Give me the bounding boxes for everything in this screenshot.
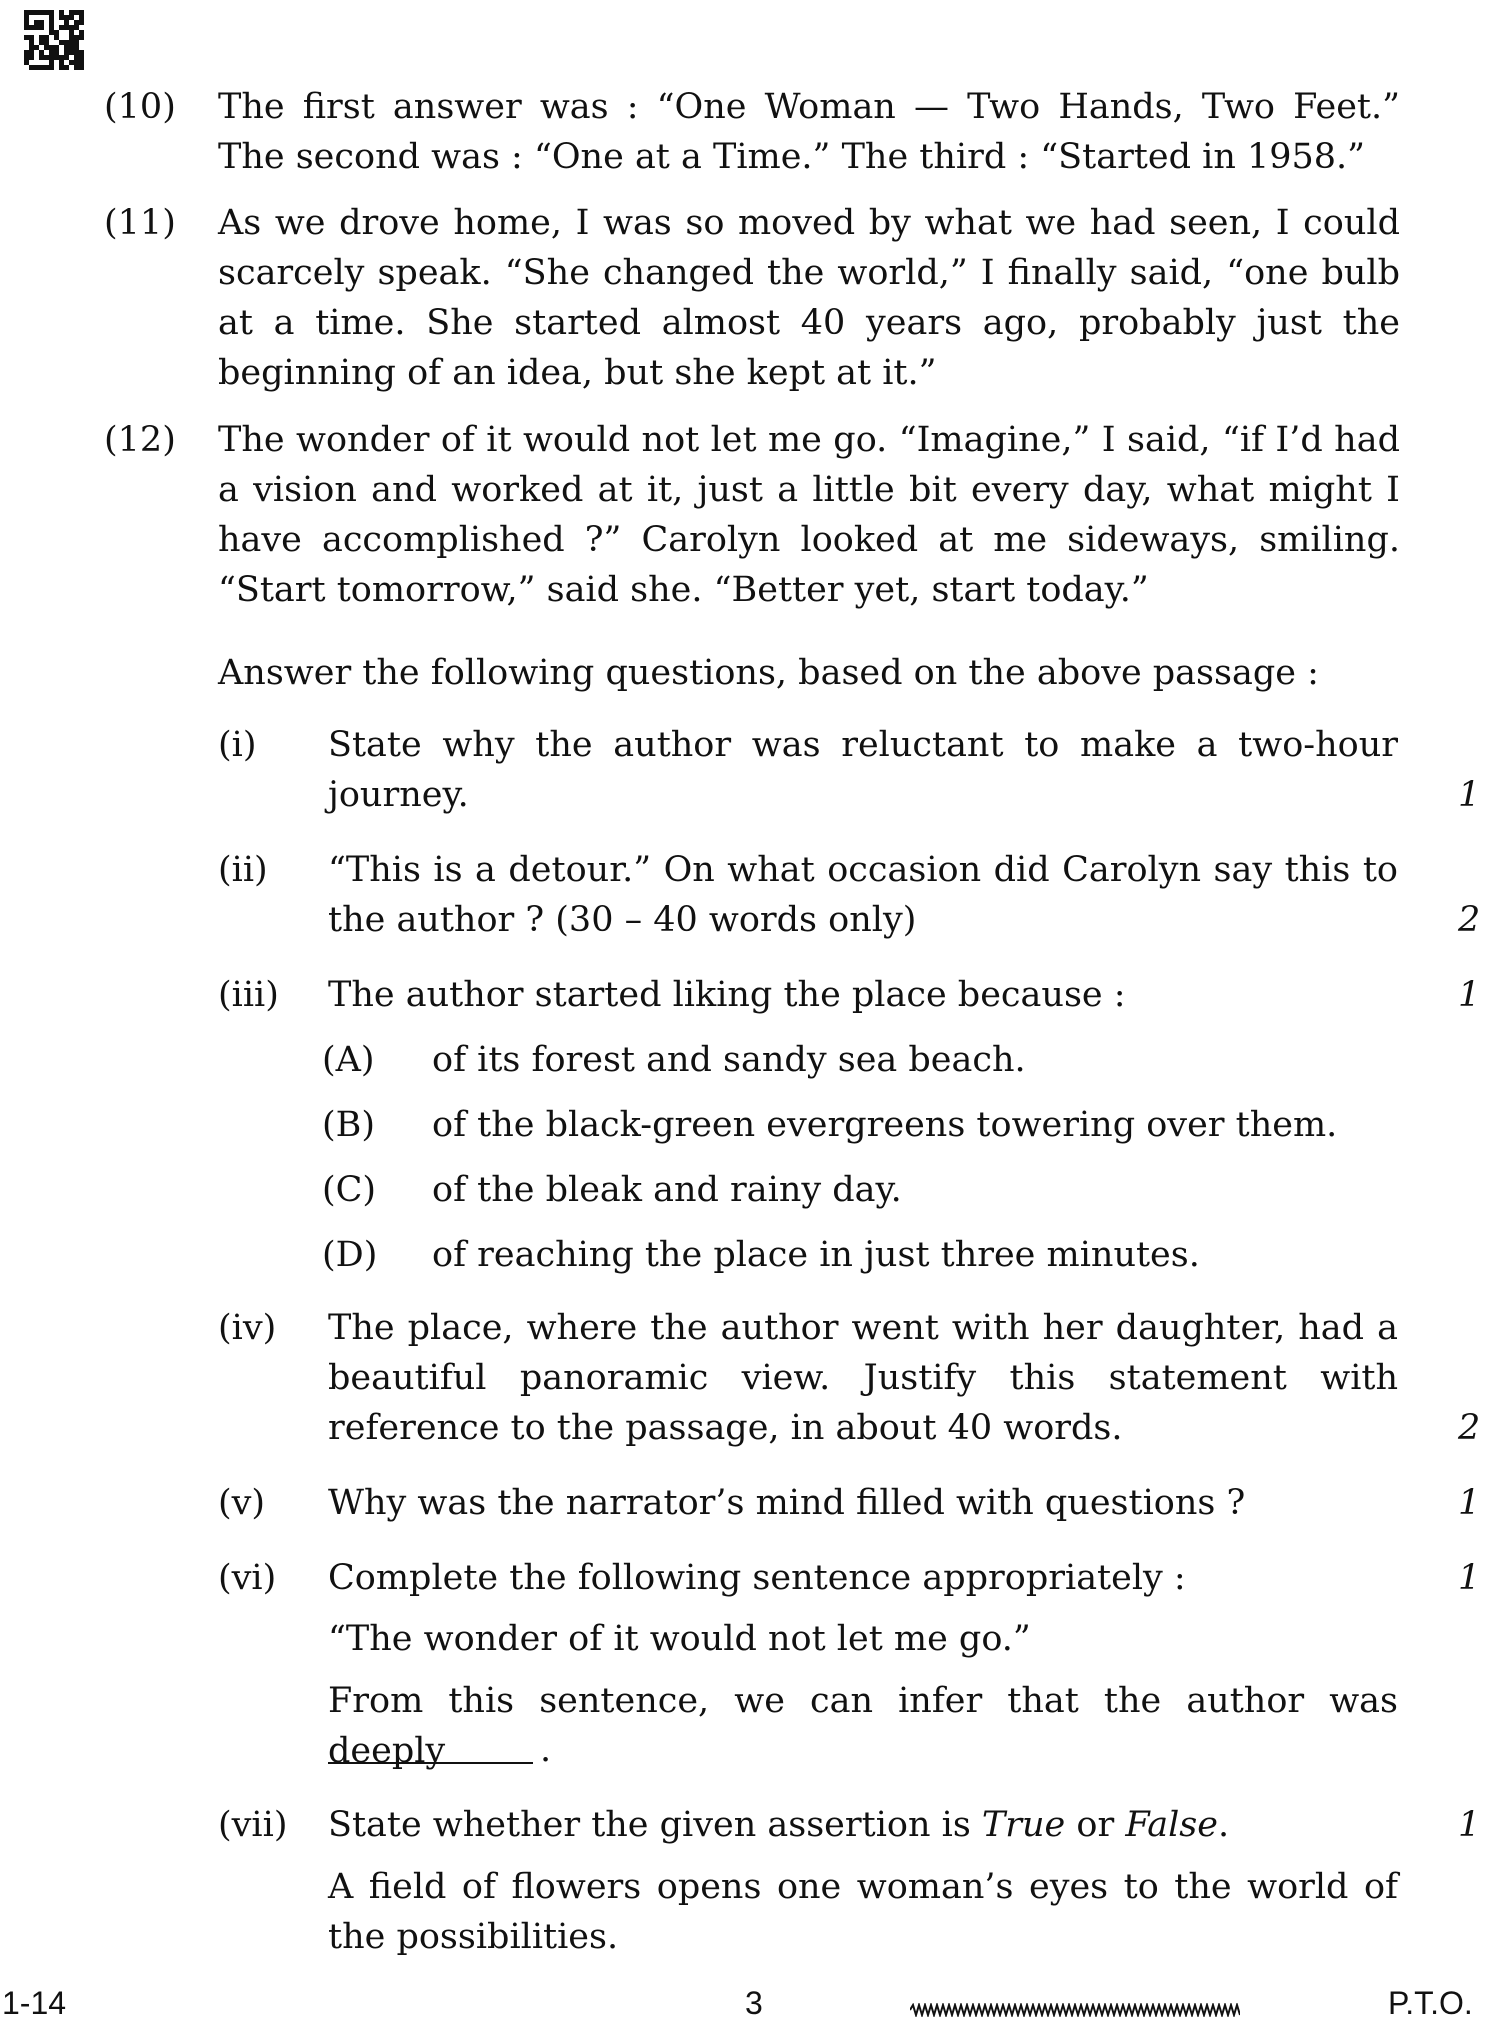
paper-code: 1-14 [2, 1985, 67, 2021]
question-number: (vi) [218, 1558, 277, 1598]
question-text: The place, where the author went with her daughter, had a beautiful panoramic view. Justify this statement with reference to the passage, in about 40 words. [328, 1308, 1398, 1448]
option-text: of the black-green evergreens towering over them. [432, 1105, 1338, 1145]
blank-period: . [540, 1730, 552, 1770]
option-label: (B) [322, 1105, 376, 1145]
question-number: (iii) [218, 975, 279, 1015]
q6-quote: “The wonder of it would not let me go.” [328, 1619, 1031, 1659]
question-marks: 1 [1458, 1805, 1481, 1845]
question-marks: 1 [1458, 1483, 1481, 1523]
option-text: of the bleak and rainy day. [432, 1170, 902, 1210]
question-number: (v) [218, 1483, 266, 1523]
question-marks: 1 [1458, 775, 1481, 815]
q7-text-post: . [1217, 1805, 1230, 1845]
q7-false-word: False [1125, 1805, 1218, 1845]
question-text: Complete the following sentence appropriately : [328, 1558, 1186, 1598]
q7-text-pre: State whether the given assertion is [328, 1805, 982, 1845]
q7-true-word: True [981, 1805, 1066, 1845]
question-text: State why the author was reluctant to make a two-hour journey. [328, 725, 1398, 815]
fill-in-blank [328, 1762, 533, 1764]
qr-code [24, 10, 84, 68]
paragraph-number: (10) [104, 87, 176, 127]
question-text: “This is a detour.” On what occasion did Carolyn say this to the author ? (30 – 40 words only) [328, 850, 1398, 940]
paragraph-number: (11) [104, 203, 176, 243]
question-marks: 1 [1458, 975, 1481, 1015]
page-number: 3 [745, 1985, 763, 2021]
instruction: Answer the following questions, based on the above passage : [218, 653, 1319, 693]
q7-assertion: A field of flowers opens one woman’s eyes to the world of the possibilities. [328, 1867, 1398, 1957]
question-text [328, 1800, 1398, 1850]
pto-label: P.T.O. [1388, 1985, 1473, 2021]
question-marks: 1 [1458, 1558, 1481, 1598]
question-number: (i) [218, 725, 257, 765]
question-marks: 2 [1458, 1408, 1481, 1448]
paragraph-text: The first answer was : “One Woman — Two Hands, Two Feet.” The second was : “One at a Time.” The third : “Started in 1958.” [218, 87, 1400, 177]
option-label: (C) [322, 1170, 377, 1210]
option-label: (A) [322, 1040, 375, 1080]
question-text: The author started liking the place because : [328, 975, 1126, 1015]
decorative-squiggle [910, 2003, 1240, 2017]
paragraph-text: As we drove home, I was so moved by what we had seen, I could scarcely speak. “She changed the world,” I finally said, “one bulb at a time. She started almost 40 years ago, probably just the beginning of an idea, but she kept at it.” [218, 203, 1400, 393]
q7-text-mid: or [1065, 1805, 1126, 1845]
paragraph-number: (12) [104, 420, 176, 460]
question-number: (ii) [218, 850, 268, 890]
question-number: (iv) [218, 1308, 277, 1348]
q6-inference: From this sentence, we can infer that the author was deeply [328, 1681, 1398, 1771]
option-text: of reaching the place in just three minutes. [432, 1235, 1200, 1275]
paragraph-text: The wonder of it would not let me go. “Imagine,” I said, “if I’d had a vision and worked at it, just a little bit every day, what might I have accomplished ?” Carolyn looked at me sideways, smiling. “Start tomorrow,” said she. “Better yet, start today.” [218, 420, 1400, 610]
question-marks: 2 [1458, 900, 1481, 940]
question-number: (vii) [218, 1805, 288, 1845]
option-label: (D) [322, 1235, 378, 1275]
option-text: of its forest and sandy sea beach. [432, 1040, 1026, 1080]
question-text: Why was the narrator’s mind filled with questions ? [328, 1483, 1246, 1523]
